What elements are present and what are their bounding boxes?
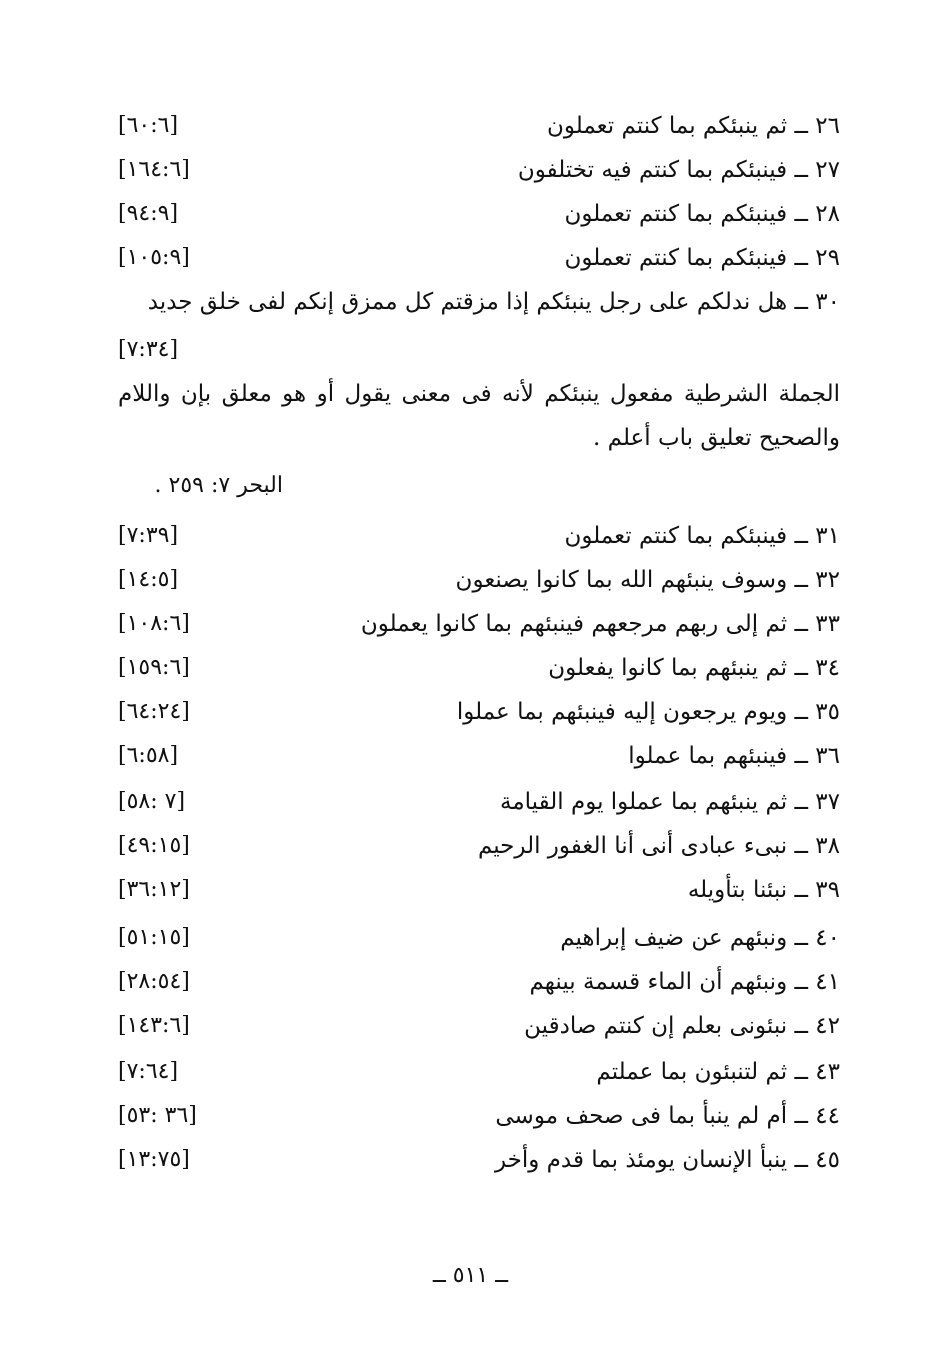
list-item [118, 962, 840, 1002]
list-item [118, 870, 840, 910]
verse-reference: [١٤:٥] [118, 567, 179, 592]
verse-reference: [١٤٣:٦] [118, 1013, 190, 1038]
verse-reference: [٤٩:١٥] [118, 833, 190, 858]
verse-text: ٣٨ ــ نبىء عبادى أنى أنا الغفور الرحيم [477, 833, 840, 859]
list-item [118, 1096, 840, 1136]
verse-text: ٣١ ــ فينبئكم بما كنتم تعملون [564, 523, 840, 549]
list-item [118, 1006, 840, 1046]
verse-reference: [٥١:١٥] [118, 925, 190, 950]
verse-text: ٣٩ ــ نبئنا بتأويله [687, 877, 840, 903]
verse-text: ٤٣ ــ ثم لتنبئون بما عملتم [596, 1059, 840, 1085]
verse-text: ٤٥ ــ ينبأ الإنسان يومئذ بما قدم وأخر [494, 1147, 840, 1173]
page-number: ــ ٥١١ ــ [432, 1263, 509, 1288]
verse-reference: [١٠٨:٦] [118, 611, 190, 636]
list-item [118, 692, 840, 732]
list-item [118, 736, 840, 776]
verse-reference: [٧:٦٤] [118, 1059, 179, 1084]
verse-text: ٣٤ ــ ثم ينبئهم بما كانوا يفعلون [548, 655, 840, 681]
list-item [118, 1140, 840, 1180]
list-item [118, 604, 840, 644]
list-item [118, 106, 840, 146]
verse-text: ٣٦ ــ فينبئهم بما عملوا [628, 743, 840, 769]
verse-reference: [١٦٤:٦] [118, 157, 190, 182]
list-item [118, 238, 840, 278]
list-item [118, 826, 840, 866]
verse-text: ٣٥ ــ ويوم يرجعون إليه فينبئهم بما عملوا [456, 699, 840, 725]
verse-text: ٣٢ ــ وسوف ينبئهم الله بما كانوا يصنعون [455, 567, 840, 593]
list-item [118, 782, 840, 822]
list-item [118, 918, 840, 958]
verse-reference: [٧:٣٩] [118, 523, 179, 548]
verse-reference: [٦٤:٢٤] [118, 699, 190, 724]
verse-text: ٤٢ ــ نبئونى بعلم إن كنتم صادقين [524, 1013, 840, 1039]
verse-text: ٤٠ ــ ونبئهم عن ضيف إبراهيم [560, 925, 840, 951]
verse-reference: [٩٤:٩] [118, 201, 179, 226]
verse-text: ٢٨ ــ فينبئكم بما كنتم تعملون [564, 201, 840, 227]
list-item [118, 516, 840, 556]
list-item [118, 194, 840, 234]
source-citation: البحر ٧: ٢٥٩ . [154, 473, 283, 498]
verse-reference: [٦٠:٦] [118, 113, 179, 138]
verse-text: ٢٩ ــ فينبئكم بما كنتم تعملون [564, 245, 840, 271]
verse-reference: [٧:٣٤] [118, 337, 179, 362]
verse-reference: [٢٨:٥٤] [118, 969, 190, 994]
verse-text: ٢٧ ــ فينبئكم بما كنتم فيه تختلفون [517, 157, 840, 183]
verse-text: ٤١ ــ ونبئهم أن الماء قسمة بينهم [529, 969, 840, 995]
list-item [118, 560, 840, 600]
verse-reference: [٧ :٥٨] [118, 789, 186, 814]
verse-text-long: ٣٠ ــ هل ندلكم على رجل ينبئكم إذا مزقتم كل ممزق إنكم لفى خلق جديد [147, 289, 840, 315]
list-item [118, 648, 840, 688]
verse-reference: [٦:٥٨] [118, 743, 179, 768]
verse-text: ٣٧ ــ ثم ينبئهم بما عملوا يوم القيامة [500, 789, 840, 815]
verse-text: ٢٦ ــ ثم ينبئكم بما كنتم تعملون [546, 113, 840, 139]
verse-reference: [١٥٩:٦] [118, 655, 190, 680]
verse-reference: [١٠٥:٩] [118, 245, 190, 270]
verse-reference: [٣٦:١٢] [118, 877, 190, 902]
commentary-paragraph: الجملة الشرطية مفعول ينبئكم لأنه فى معنى يقول أو هو معلق بإن واللام والصحيح تعليق باب أعلم . [118, 381, 840, 451]
list-item [118, 1052, 840, 1092]
verse-text: ٣٣ ــ ثم إلى ربهم مرجعهم فينبئهم بما كانوا يعملون [360, 611, 840, 637]
verse-text: ٤٤ ــ أم لم ينبأ بما فى صحف موسى [495, 1103, 840, 1129]
verse-reference: [١٣:٧٥] [118, 1147, 190, 1172]
list-item [118, 150, 840, 190]
verse-reference: [٣٦ :٥٣] [118, 1103, 197, 1128]
